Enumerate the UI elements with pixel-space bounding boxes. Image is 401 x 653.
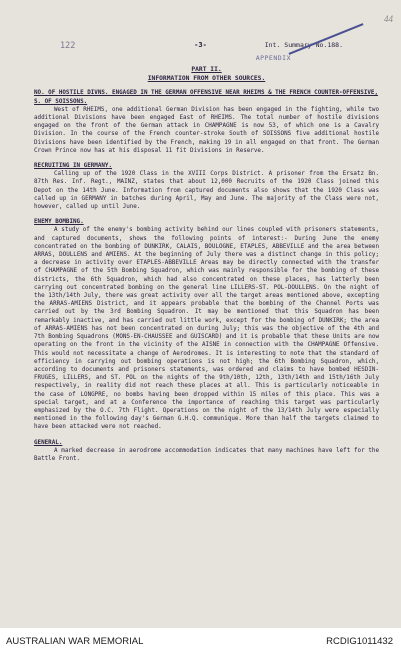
section-heading: ENEMY BOMBING.: [34, 219, 84, 226]
section-text: Calling up of the 1920 Class in the XVIII Corps District. A prisoner from the Ersatz Bn. 87th Res. Inf. Regt., MAINZ, states that about 12,000 Recruits of the 1920 Class joined this Depot on the 14th June. Information from captured documents also shows that the 1920 Class was called up in GERMANY in batches during April, May and June. The majority of the Class were not, however, called up until June.: [34, 171, 379, 211]
part-subheading: INFORMATION FROM OTHER SOURCES.: [147, 75, 266, 83]
footer-source: AUSTRALIAN WAR MEMORIAL: [6, 636, 144, 647]
footer-record-id: RCDIG1011432: [326, 636, 393, 647]
section-text: A marked decrease in aerodrome accommodation indicates that many machines have left for the Battle Front.: [34, 447, 379, 462]
section-heading: GENERAL.: [34, 439, 63, 446]
pencil-mark: [289, 23, 364, 55]
appendix-stamp: APPENDIX: [255, 54, 291, 62]
section-general: [34, 439, 379, 464]
corner-number: 44: [384, 14, 393, 24]
document-body: [34, 66, 379, 470]
section-heading: RECRUITING IN GERMANY.: [34, 163, 113, 170]
archive-footer: [0, 628, 401, 653]
section-text: West of RHEIMS, one additional German Division has been engaged in the fighting, while two additional Divisions have been engaged East of RHEIMS. The total number of hostile divisions engaged on the front of the German attack in CHAMPAGNE is now 53, of which one is a Cavalry Division. In the course of the French counter-stroke South of SOISSONS five additional hostile Divisions have been identified by the French, making 19 in all engaged on that front. The German Crown Prince now has at his disposal 11 fit Divisions in Reserve.: [34, 106, 379, 154]
section-bombing: [34, 218, 379, 431]
page-marker: -3-: [194, 41, 207, 49]
section-divisions: [34, 89, 379, 155]
part-heading: PART II.: [191, 66, 222, 73]
section-heading: NO. OF HOSTILE DIVNS. ENGAGED IN THE GERMAN OFFENSIVE NEAR RHEIMS & THE FRENCH COUNTER-OFFENSIVE, S. OF SOISSONS.: [34, 90, 379, 105]
summary-number: Int. Summary No.188.: [264, 41, 343, 49]
section-text: A study of the enemy's bombing activity behind our lines coupled with prisoners statements, and captured documents, shows the following points of interest:- During June the enemy concentrated on the bombing of DUNKIRK, CALAIS, BOULOGNE, ETAPLES, ABBEVILLE and the area between ARRAS, DOULLENS and AMIENS. At the beginning of July there was a distinct change in this policy; a decrease in activity over ETAPLES-ABBEVILLE Areas may be directly connected with the transfer of CHAMPAGNE of the 5th Bombing Squadron, which was mainly responsible for the bombing of these districts, the 6th Squadron, which had also concentrated on these places, has latterly been carrying out concentrated bombing on the general line LILLERS-ST. POL-DOULLENS. On the night of the 13th/14th July, there was great activity over all the target areas mentioned above, excepting the ARRAS-AMIENS District, and it appears probable that the bombing of the Channel Ports was carried out by the 3rd Bombing Squadron. It may be mentioned that this Squadron has been remarkably inactive, and has carried out little work, except for the bombing of DUNKIRK; the area of ARRAS-AMIENS has not been concentrated on during July; this was the objective of the 4th and 7th Bombing Squadrons (MONS-EN-CHAUSSEE and GUISCARD) and it is probable that these Units are now operating on the front in the vicinity of the AISNE in connection with the CHAMPAGNE Offensive. This would not necessitate a change of Aerodromes. It is interesting to note that the standard of efficiency in carrying out bombing operations is not high; the 6th Bombing Squadron, which, according to documents and prisoners statements, was ordered and claims to have bombed HESDIN-FRUGES, LILLERS, and ST. POL on the nights of the 9th/10th, 12th, 13th/14th and 15th/16th July respectively, in reality did not reach these places at all. This is particularly noticeable in the case of LONGPRE, no bombs having been dropped within 15 miles of this place. This was a special target, and at a Conference the importance of reaching this target was particularly emphasized by the O.C. 7th Flight. Operations on the night of the 13/14th July were especially mentioned in the following day's German G.H.Q. communique. More than half the targets claimed to have been attacked were not reached.: [34, 227, 379, 431]
page-number: 122: [60, 41, 76, 51]
section-recruiting: [34, 162, 379, 211]
